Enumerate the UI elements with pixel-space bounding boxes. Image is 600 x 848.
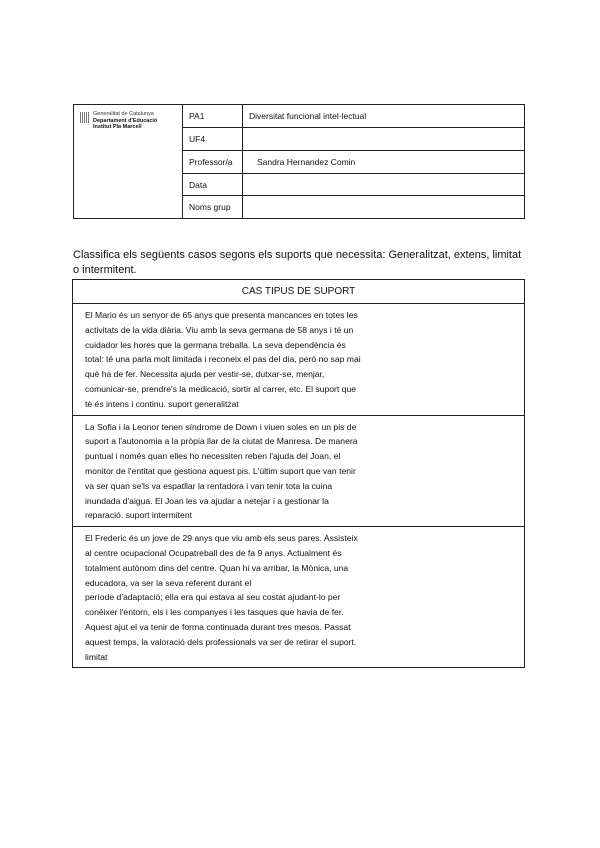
case-text-mario: El Mario és un senyor de 65 anys que presenta mancances en totes les activitats de la vida diària. Viu amb la seva germana de 58 anys i té un cuidador les hores que la germana treballa. La seva dependència és total: té una parla molt limitada i reconeix el pas del dia, però no sap mai què ha de fer. Necessita ajuda per vestir-se, dutxar-se, menjar, comunicar-se, prendre's la medicació, sortir al carrer, etc. El suport que tè és intens i continu. suport generalitzat: [85, 310, 361, 409]
header-value-group: [243, 196, 525, 219]
header-value-professor: Sandra Hernandez Comin: [243, 151, 525, 174]
logo-line-3: Institut Pla Marcell: [93, 124, 142, 130]
cases-table-header: CAS TIPUS DE SUPORT: [73, 280, 525, 304]
header-label-data: Data: [183, 174, 243, 196]
case-row: [73, 304, 525, 416]
header-label-group: Noms grup: [183, 196, 243, 219]
logo-line-1: Generalitat de Catalunya: [93, 111, 154, 117]
institution-logo: [80, 111, 178, 131]
header-label-uf: UF4: [183, 128, 243, 151]
case-row: [73, 527, 525, 668]
generalitat-logo-icon: [80, 112, 89, 123]
header-label-professor: Professor/a: [183, 151, 243, 174]
header-table: [73, 104, 525, 219]
case-row: [73, 415, 525, 527]
case-text-sofia-leonor: La Sofia i la Leonor tenen síndrome de Down i viuen soles en un pis de suport a l'autonomia a la pròpia llar de la ciutat de Manresa. De manera puntual i només quan elles ho necessiten reben l'ajuda del Joan, el monitor de l'entitat que gestiona aquest pis. L'últim suport que van tenir va ser quan se'ls va espatllar la rentadora i van tenir tota la cuina inundada d'aigua. El Joan les va ajudar a netejar i a gestionar la reparació. suport intermitent: [85, 421, 358, 521]
case-text-frederic: El Frederic és un jove de 29 anys que viu amb els seus pares. Assisteix al centre ocupacional Ocupatreball des de fa 9 anys. Actualment és totalment autònom dins del centre. Quan hi va arribar, la Mònica, una educadora, va ser la seva referent durant el període d'adaptació; ella era qui estava al seu costat ajudant-lo per conèixer l'entorn, els i les companyes i les tasques que havia de fer. Aquest ajut el va tenir de forma continuada durant tres mesos. Passat aquest temps, la valoració dels professionals va ser de retirar el suport. limitat: [85, 533, 358, 662]
logo-cell: [74, 105, 183, 219]
header-value-pa: Diversitat funcional intel·lectual: [243, 105, 525, 128]
instructions: Classifica els següents casos segons els suports que necessita: Generalitzat, extens, limitat o intermitent.: [73, 249, 522, 276]
cases-table: [72, 279, 525, 668]
header-value-data: [243, 174, 525, 196]
header-label-pa: PA1: [183, 105, 243, 128]
header-value-uf: [243, 128, 525, 151]
logo-line-2: Departament d'Educació: [93, 117, 158, 124]
